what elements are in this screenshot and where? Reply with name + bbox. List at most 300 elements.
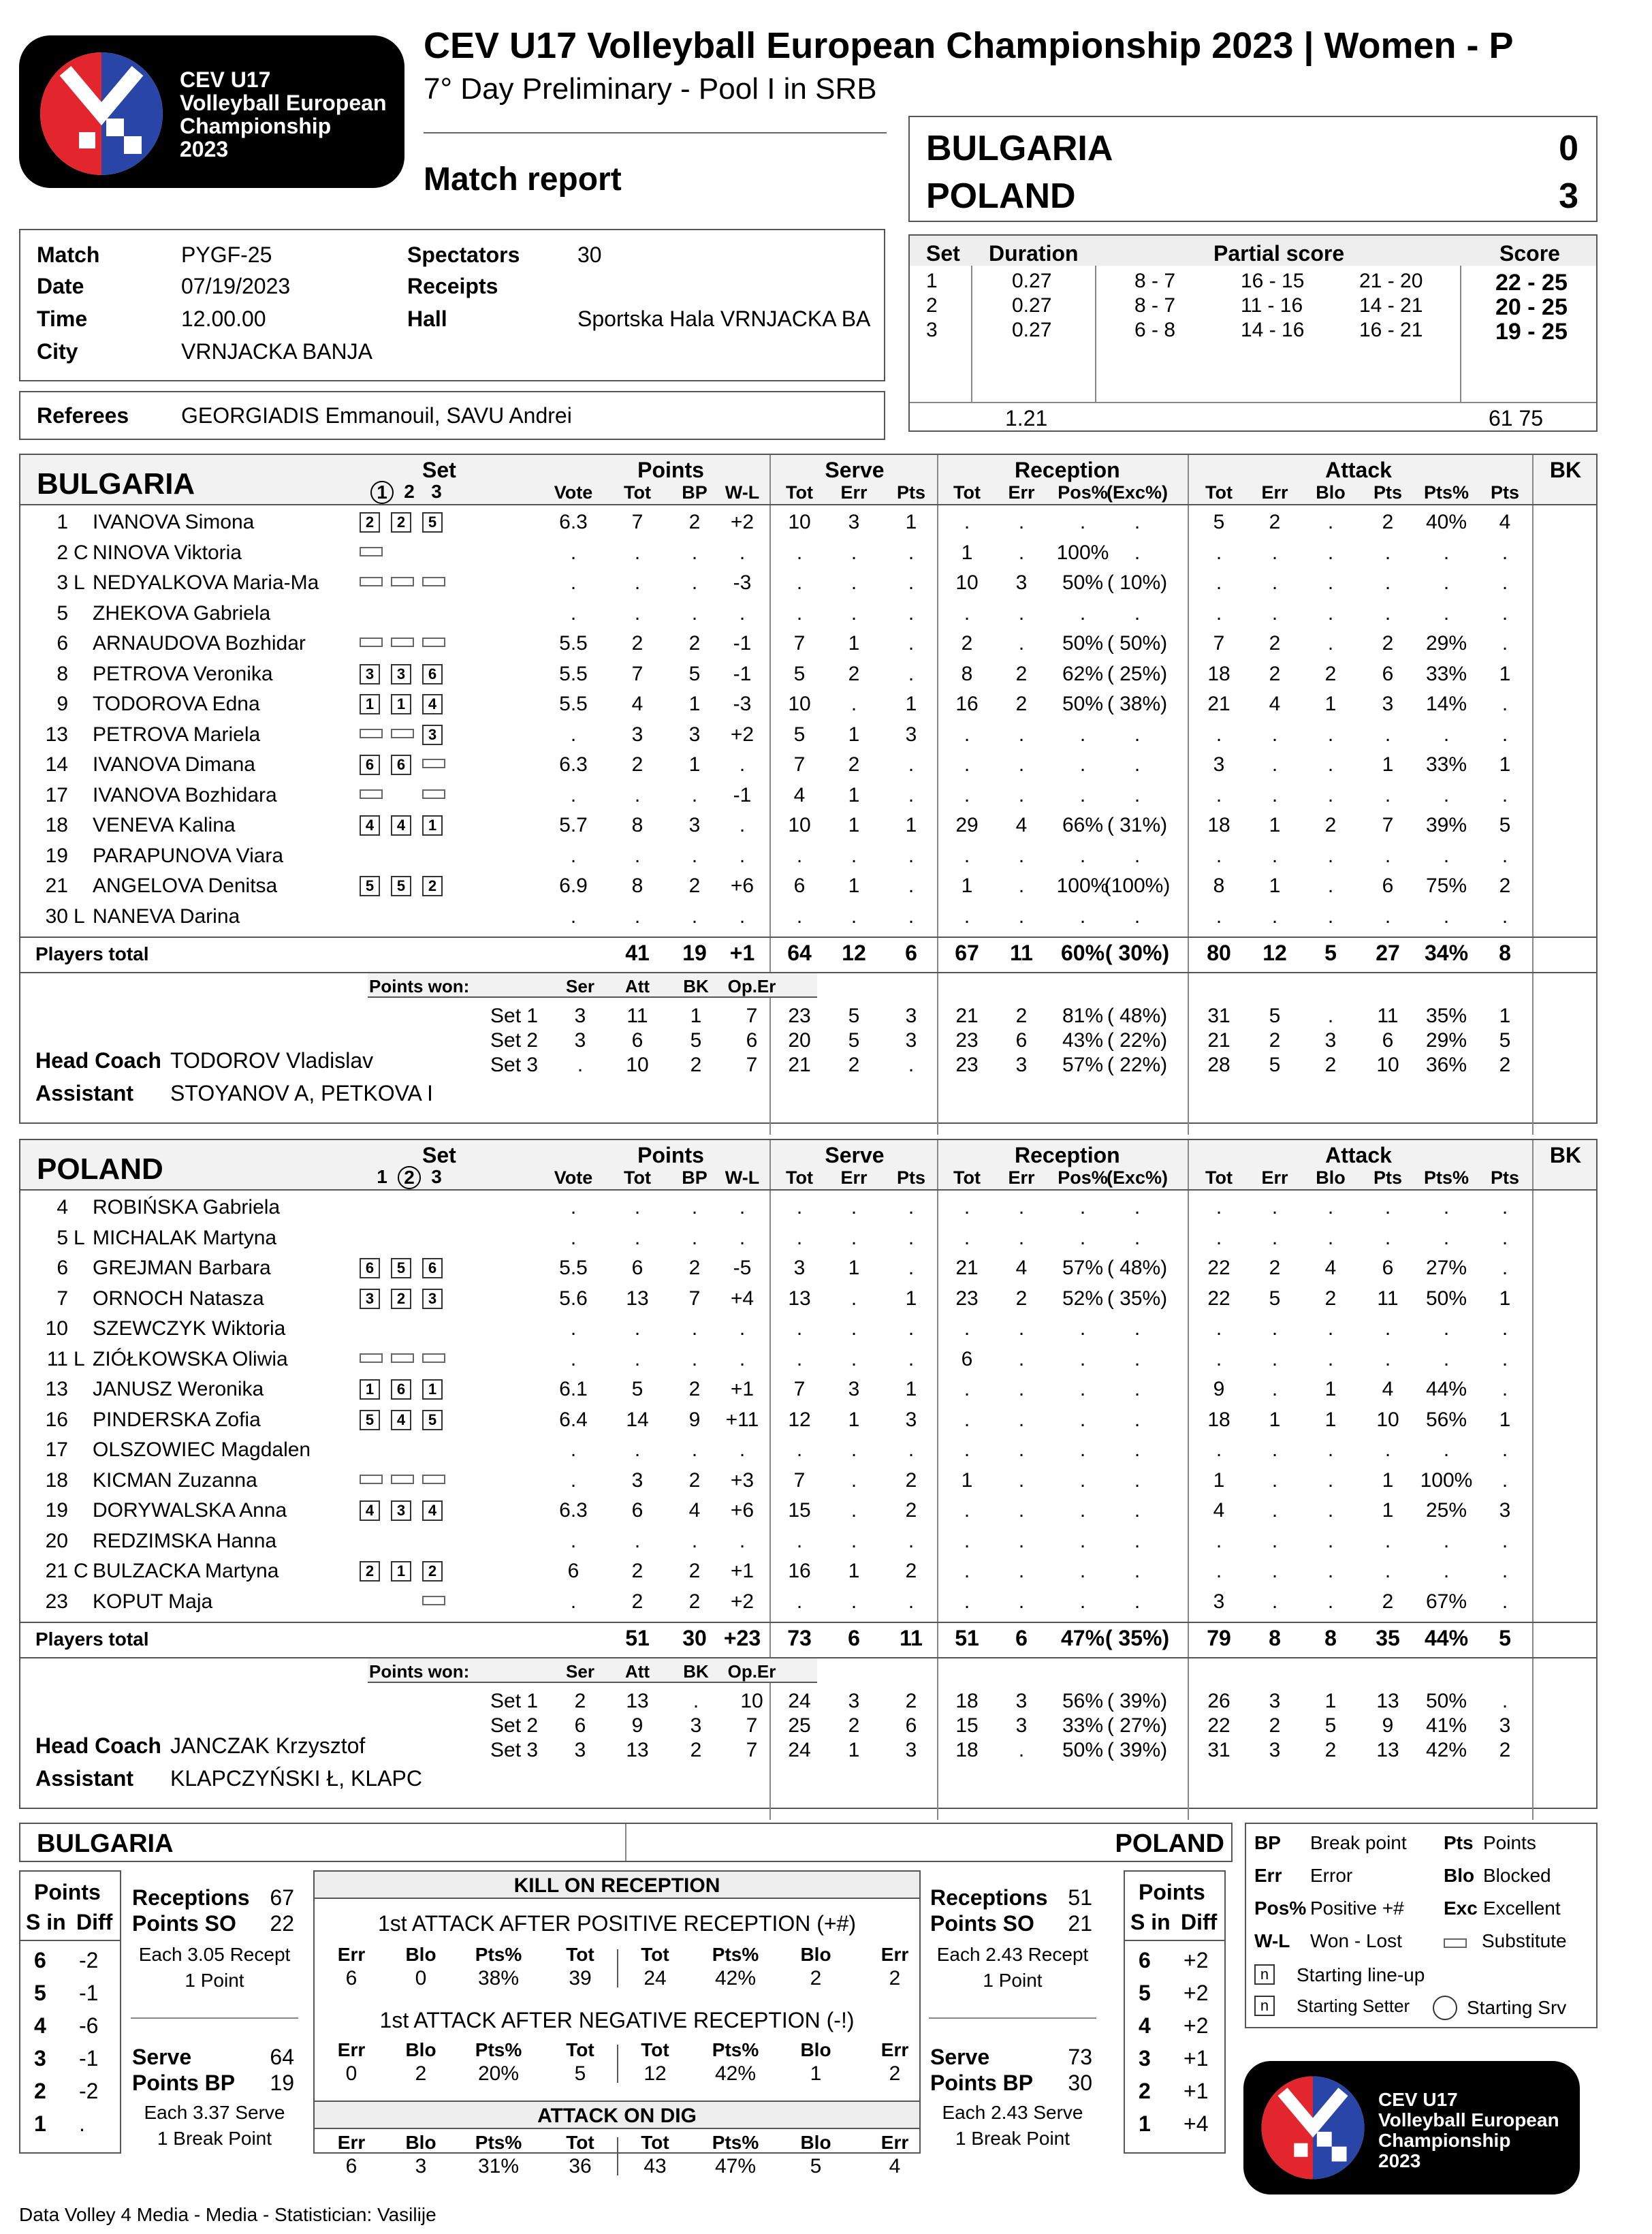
stat-cell: . (634, 904, 641, 928)
stat-cell: . (1018, 1560, 1025, 1582)
player-role: L (74, 571, 85, 594)
starting-position: 1 (391, 694, 411, 714)
stat-cell: 8 (631, 814, 644, 836)
stat-cell: 1 (1382, 753, 1394, 776)
rot-header: Points (34, 1880, 101, 1904)
stat-cell: 7 (1382, 814, 1394, 836)
stat-cell: . (1384, 1560, 1391, 1582)
stat-cell: . (1079, 1378, 1086, 1400)
duration-col-header: Duration (989, 241, 1079, 266)
time-label: Time (37, 306, 88, 331)
kill-header: Tot (566, 2132, 594, 2153)
substitute-marker (391, 638, 414, 647)
stat-cell: . (1271, 541, 1278, 564)
player-number: 14 (45, 753, 68, 776)
stat-cell: . (964, 1408, 970, 1431)
total-cell: 51 (625, 1626, 650, 1650)
kill-header: Blo (800, 1944, 831, 1965)
set-stat-cell: . (908, 1054, 915, 1076)
set-number: 2 (404, 481, 415, 502)
stat-cell: . (964, 844, 970, 867)
stat-cell: 2 (848, 662, 860, 685)
stat-cell: . (634, 1226, 641, 1249)
stat-cell: ( 25%) (1107, 662, 1168, 685)
stat-cell: . (1216, 1226, 1222, 1249)
group-header-points: Points (637, 458, 704, 482)
stat-cell: . (1018, 1590, 1025, 1613)
set-stat-cell: 2 (1499, 1739, 1511, 1761)
stat-cell: . (964, 1378, 970, 1400)
stat-cell: . (1443, 1560, 1450, 1582)
stat-cell: 3 (688, 723, 701, 746)
stat-cell: . (1079, 783, 1086, 806)
stat-cell: 5 (793, 662, 806, 685)
set-stat-cell: ( 39%) (1107, 1690, 1168, 1712)
stat-cell: ( 31%) (1107, 814, 1168, 836)
kill-header: Err (880, 1944, 909, 1965)
group-header-points: Points (637, 1143, 704, 1167)
set-stat-cell: 2 (1324, 1739, 1337, 1761)
stat-cell: 1 (961, 541, 973, 564)
stat-cell: 1 (961, 1468, 973, 1492)
stat-cell: . (634, 1317, 641, 1340)
stat-cell: . (1018, 723, 1025, 746)
rotation-number: 3 (34, 2046, 46, 2071)
set-group-header: Set (422, 1143, 456, 1167)
kill-header: Tot (566, 1944, 594, 1965)
set-stat-cell: 42% (1425, 1739, 1467, 1761)
starting-position: 1 (391, 1561, 411, 1582)
referees-label: Referees (37, 403, 129, 428)
stat-cell: . (634, 844, 641, 867)
player-name: NEDYALKOVA Maria-Ma (93, 571, 319, 594)
stat-cell: 1 (848, 1560, 860, 1582)
col-header-err: Err (1261, 1167, 1288, 1188)
rot-divider (1125, 1940, 1224, 1941)
kill-value: 6 (345, 1967, 358, 1989)
stat-cell: . (851, 1287, 857, 1310)
stat-cell: . (691, 783, 698, 806)
stat-cell: 7 (793, 1468, 806, 1492)
points-so-value: 21 (1068, 1911, 1092, 1936)
stat-cell: 100% (1420, 1468, 1473, 1492)
stat-cell: . (634, 1196, 641, 1218)
header-divider (20, 1189, 1596, 1191)
stat-cell: 6 (631, 1499, 644, 1522)
legend-text: Substitute (1482, 1930, 1567, 1951)
points-bp-value: 30 (1068, 2071, 1092, 2095)
bulgaria-so-bp (131, 1870, 298, 2154)
stat-cell: 6.4 (559, 1408, 588, 1431)
stat-cell: . (1327, 783, 1334, 806)
stat-cell: 9 (688, 1408, 701, 1431)
col-header-tot: Tot (786, 482, 813, 503)
hall-label: Hall (407, 306, 447, 331)
each-serve: Each 2.43 Serve (942, 2102, 1083, 2123)
stat-cell: . (1443, 1347, 1450, 1370)
stat-cell: . (739, 1347, 746, 1370)
points-won-cell: 2 (574, 1690, 586, 1712)
stat-cell: . (851, 571, 857, 594)
kill-value: 43 (644, 2155, 667, 2177)
group-header-serve: Serve (825, 1143, 885, 1167)
rotation-diff: -1 (79, 2046, 99, 2071)
stat-cell: . (634, 783, 641, 806)
kill-value: 47% (714, 2155, 757, 2177)
stat-cell: 1 (848, 783, 860, 806)
stat-cell: . (908, 1590, 915, 1613)
each-recept: Each 3.05 Recept (138, 1944, 291, 1965)
kill-value: 12 (644, 2062, 667, 2085)
stat-cell: . (1271, 844, 1278, 867)
rotation-number: 6 (1139, 1948, 1151, 1972)
stat-cell: . (1327, 723, 1334, 746)
stat-cell: . (796, 1590, 803, 1613)
set-number: 2 (398, 1166, 421, 1189)
each-serve: Each 3.37 Serve (144, 2102, 285, 2123)
player-number: 6 (57, 632, 68, 655)
stat-cell: 1 (1499, 1287, 1511, 1310)
serve-label: Serve (930, 2045, 990, 2069)
set-stat-cell: 22 (1207, 1714, 1230, 1737)
match-label: Match (37, 242, 100, 267)
set-cell: 14 - 16 (1241, 319, 1305, 341)
starting-serve-icon (1433, 1996, 1457, 2020)
stat-cell: 6 (1382, 875, 1394, 897)
set-score-box (908, 234, 1598, 432)
stat-cell: 8 (631, 875, 644, 897)
stat-cell: . (1216, 904, 1222, 928)
stat-cell: . (1384, 601, 1391, 625)
stat-cell: . (1018, 844, 1025, 867)
kill-header: Pts% (475, 2132, 522, 2153)
each-point: 1 Point (983, 1970, 1043, 1991)
stat-cell: . (796, 1529, 803, 1552)
kill-value: 42% (714, 2062, 757, 2085)
stat-cell: . (908, 1196, 915, 1218)
set-stat-cell: 3 (1269, 1690, 1281, 1712)
stat-cell: 7 (1213, 632, 1225, 655)
stat-cell: . (570, 571, 577, 594)
kill-value: 42% (714, 1967, 757, 1989)
player-name: IVANOVA Bozhidara (93, 783, 277, 806)
legend-text: Blocked (1483, 1865, 1551, 1886)
stat-cell: 40% (1425, 511, 1467, 533)
stat-cell: . (739, 1226, 746, 1249)
stat-cell: . (1327, 1226, 1334, 1249)
points-won-cell: 13 (626, 1690, 649, 1712)
stat-cell: 2 (1324, 662, 1337, 685)
stat-cell: . (1502, 1196, 1508, 1218)
stat-cell: . (1018, 904, 1025, 928)
player-number: 4 (57, 1196, 68, 1218)
stat-cell: . (739, 601, 746, 625)
divider (131, 2017, 298, 2019)
each-break-point: 1 Break Point (157, 2128, 272, 2149)
stat-cell: ( 50%) (1107, 632, 1168, 655)
set-stat-cell: 31 (1207, 1005, 1230, 1027)
team-name: POLAND (37, 1152, 163, 1186)
total-cell: 5 (1324, 941, 1337, 965)
stat-cell: . (1134, 1408, 1141, 1431)
head-coach-label: Head Coach (35, 1048, 161, 1073)
stat-cell: -1 (733, 632, 752, 655)
col-header-tot: Tot (624, 1167, 651, 1188)
stat-cell: 6 (793, 875, 806, 897)
total-divider (20, 937, 1596, 938)
stat-cell: 4 (688, 1499, 701, 1522)
set-cell: 16 - 21 (1359, 319, 1423, 341)
kill-value: 3 (415, 2155, 427, 2177)
starting-position: 1 (422, 815, 443, 836)
stat-cell: 2 (631, 632, 644, 655)
stat-cell: . (796, 571, 803, 594)
stat-cell: . (1134, 783, 1141, 806)
set-stat-cell: 33% (1062, 1714, 1104, 1737)
stat-cell: . (570, 1468, 577, 1492)
poland-so-bp (929, 1870, 1096, 2154)
rot-header: S in (1130, 1910, 1171, 1934)
substitute-marker (422, 1353, 445, 1363)
stat-cell: 2 (1269, 632, 1281, 655)
rotation-diff: +2 (1184, 1948, 1209, 1972)
points-so-value: 22 (270, 1911, 294, 1936)
stat-cell: 29 (955, 814, 979, 836)
stat-cell: -5 (733, 1257, 752, 1279)
stat-cell: . (1443, 541, 1450, 564)
starting-position: 5 (360, 876, 380, 896)
player-number: 7 (57, 1287, 68, 1310)
stat-cell: . (1134, 601, 1141, 625)
stat-cell: . (1216, 1560, 1222, 1582)
kill-header: Blo (405, 1944, 436, 1965)
report-heading: Match report (424, 161, 622, 198)
stat-cell: . (1384, 904, 1391, 928)
kill-value: 38% (477, 1967, 520, 1989)
serve-value: 64 (270, 2045, 294, 2069)
stat-cell: . (908, 1529, 915, 1552)
assistant-label: Assistant (35, 1766, 134, 1791)
result-score1: 0 (1559, 129, 1578, 168)
stat-cell: 1 (905, 1287, 917, 1310)
stat-cell: . (1216, 1529, 1222, 1552)
stat-cell: . (1384, 1317, 1391, 1340)
player-number: 2 (57, 541, 68, 564)
stat-cell: . (1443, 601, 1450, 625)
kill-value: 6 (345, 2155, 358, 2177)
total-cell: 60% (1060, 941, 1105, 965)
set-cell: 3 (926, 319, 938, 341)
substitute-marker (422, 577, 445, 586)
stat-cell: . (1443, 844, 1450, 867)
legend-text: Break point (1310, 1832, 1407, 1853)
stat-cell: . (908, 904, 915, 928)
set-stat-cell: 41% (1425, 1714, 1467, 1737)
rotation-diff: -2 (79, 1948, 99, 1972)
player-name: VENEVA Kalina (93, 814, 236, 836)
rot-header: Diff (1181, 1910, 1218, 1934)
points-won-header: Op.Er (727, 976, 776, 996)
rotation-diff: -2 (79, 2079, 99, 2103)
set-stat-cell: 21 (955, 1005, 979, 1027)
stat-cell: . (1502, 1378, 1508, 1400)
col-header-ptsp: Pts% (1423, 1167, 1470, 1188)
stat-cell: . (1271, 571, 1278, 594)
stat-cell: . (570, 723, 577, 746)
stat-cell: 2 (688, 511, 701, 533)
match-date: 07/19/2023 (181, 274, 291, 298)
set-stat-cell: . (1327, 1005, 1334, 1027)
match-time: 12.00.00 (181, 306, 266, 331)
stat-cell: . (1079, 511, 1086, 533)
stat-cell: . (1271, 1499, 1278, 1522)
stat-cell: 3 (1499, 1499, 1511, 1522)
stat-cell: 6 (1382, 662, 1394, 685)
starting-position: 6 (422, 1258, 443, 1278)
kill-value: 5 (810, 2155, 822, 2177)
stat-cell: (100%) (1104, 875, 1171, 897)
player-number: 10 (45, 1317, 68, 1340)
stat-cell: . (1271, 1590, 1278, 1613)
stat-cell: . (1134, 753, 1141, 776)
set-stat-cell: 35% (1425, 1005, 1467, 1027)
stat-cell: 1 (1324, 693, 1337, 715)
stat-cell: ( 48%) (1107, 1257, 1168, 1279)
player-number: 19 (45, 844, 68, 867)
stat-cell: . (796, 1347, 803, 1370)
stat-cell: 2 (1382, 511, 1394, 533)
stat-cell: 29% (1425, 632, 1467, 655)
stat-cell: 6 (631, 1257, 644, 1279)
stat-cell: 75% (1425, 875, 1467, 897)
total-cell: 6 (1015, 1626, 1028, 1650)
stat-cell: 5 (1499, 814, 1511, 836)
col-header-exc: (Exc%) (1106, 1167, 1169, 1188)
stat-cell: . (1384, 1438, 1391, 1461)
logo-line-3: Championship (180, 114, 332, 138)
stat-cell: 1 (905, 511, 917, 533)
set-stat-cell: 43% (1062, 1029, 1104, 1052)
points-won-cell: 7 (746, 1005, 758, 1027)
stat-cell: 2 (905, 1468, 917, 1492)
stat-cell: . (1502, 723, 1508, 746)
starting-position: 6 (391, 1379, 411, 1400)
total-cell: 8 (1499, 941, 1511, 965)
team-name: BULGARIA (37, 467, 195, 501)
stat-cell: . (1018, 783, 1025, 806)
logo-line-3: Championship (1378, 2130, 1511, 2151)
set-stat-cell: 1 (848, 1739, 860, 1761)
stat-cell: +11 (725, 1408, 759, 1431)
stat-cell: 5 (1269, 1287, 1281, 1310)
stat-cell: . (1134, 1560, 1141, 1582)
set-stat-cell: 57% (1062, 1054, 1104, 1076)
player-number: 5 (57, 601, 68, 625)
stat-cell: . (964, 1317, 970, 1340)
set-stat-cell: 18 (955, 1739, 979, 1761)
set-stat-cell: 5 (1324, 1714, 1337, 1737)
stat-cell: . (1018, 1408, 1025, 1431)
points-won-header: Ser (566, 1661, 594, 1682)
kill-header: Tot (566, 2039, 594, 2060)
starting-position: 6 (360, 1258, 380, 1278)
col-header-tot: Tot (953, 1167, 981, 1188)
set-row-label: Set 2 (490, 1029, 539, 1052)
legend-text: Starting line-up (1297, 1964, 1425, 1985)
set-number: 1 (370, 481, 394, 504)
player-name: JANUSZ Weronika (93, 1378, 264, 1400)
col-header-wl: W-L (725, 482, 760, 503)
legend-abbr: Exc (1444, 1898, 1478, 1919)
total-cell: 80 (1207, 941, 1231, 965)
stat-cell: . (796, 904, 803, 928)
stat-cell: . (851, 601, 857, 625)
stat-cell: 3 (905, 723, 917, 746)
col-header-vote: Vote (554, 482, 593, 503)
col-header-err: Err (840, 482, 868, 503)
stat-cell: . (1216, 783, 1222, 806)
stat-cell: 1 (1382, 1468, 1394, 1492)
stat-cell: 6 (567, 1560, 579, 1582)
stat-cell: . (908, 753, 915, 776)
set-stat-cell: 3 (905, 1005, 917, 1027)
kill-divider (617, 2137, 618, 2175)
starting-box-icon: n (1254, 1996, 1275, 2016)
stat-cell: . (1443, 1529, 1450, 1552)
player-name: ANGELOVA Denitsa (93, 875, 278, 897)
stat-cell: . (1079, 1499, 1086, 1522)
starting-position: 3 (360, 1289, 380, 1309)
stat-cell: . (1134, 1529, 1141, 1552)
set-cell: 8 - 7 (1134, 294, 1176, 317)
stat-cell: 52% (1062, 1287, 1104, 1310)
stat-cell: 22 (1207, 1257, 1230, 1279)
logo-line-2: Volleyball European (180, 91, 387, 115)
stat-cell: 1 (961, 875, 973, 897)
kill-value: 5 (574, 2062, 586, 2085)
starting-position: 2 (360, 512, 380, 533)
spectators-value: 30 (577, 242, 602, 267)
report-title: CEV U17 Volleyball European Championship 2023 | Women - P (424, 25, 1514, 66)
header-divider (20, 504, 1596, 505)
stat-cell: . (1271, 1378, 1278, 1400)
each-break-point: 1 Break Point (955, 2128, 1070, 2149)
total-cell: 8 (1324, 1626, 1337, 1650)
stat-cell: . (570, 1317, 577, 1340)
substitute-marker (360, 547, 383, 556)
stat-cell: . (1018, 511, 1025, 533)
stat-cell: 3 (631, 1468, 644, 1492)
stat-cell: 16 (955, 693, 979, 715)
player-number: 30 (45, 904, 68, 928)
stat-cell: . (1079, 1196, 1086, 1218)
starting-position: 3 (360, 664, 380, 685)
stat-cell: 4 (1324, 1257, 1337, 1279)
stat-cell: 2 (1015, 693, 1028, 715)
set-row-label: Set 1 (490, 1005, 539, 1027)
player-name: IVANOVA Simona (93, 511, 255, 533)
stat-cell: 7 (793, 753, 806, 776)
points-won-cell: 6 (746, 1029, 758, 1052)
stat-cell: 4 (1015, 1257, 1028, 1279)
substitute-marker (422, 1596, 445, 1605)
set-stat-cell: 6 (905, 1714, 917, 1737)
logo-emblem-icon (1260, 2075, 1366, 2181)
set-stat-cell: 3 (1015, 1690, 1028, 1712)
points-won-cell: . (577, 1054, 584, 1076)
assistant-name: KLAPCZYŃSKI Ł, KLAPC (170, 1766, 422, 1791)
player-number: 21 (45, 875, 68, 897)
